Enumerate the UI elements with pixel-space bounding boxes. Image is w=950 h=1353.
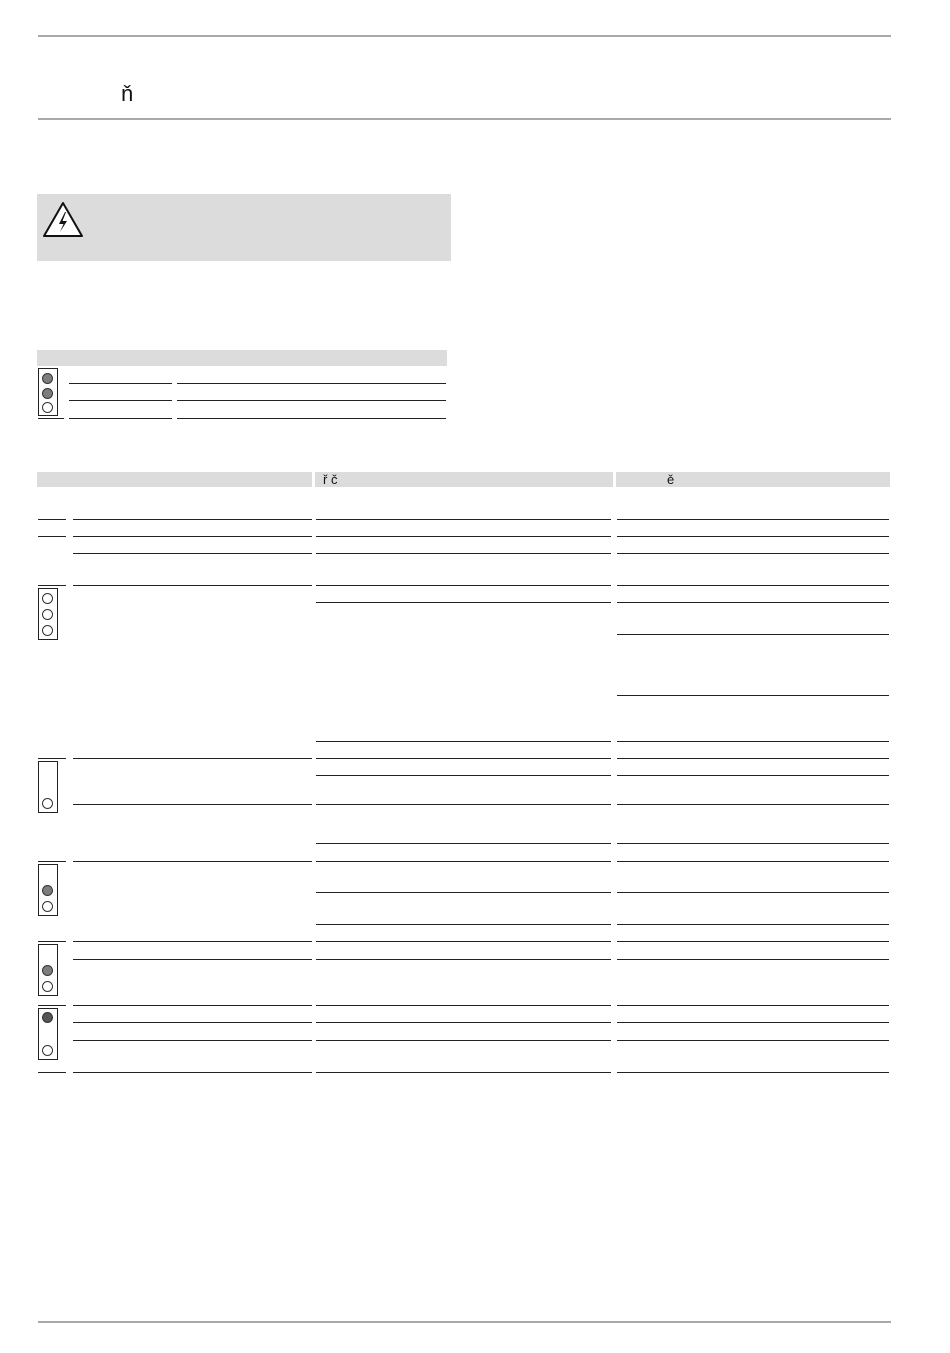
table-rule (38, 519, 66, 520)
legend-led-3 (42, 402, 53, 413)
table-rule (316, 602, 611, 603)
legend-row-rule (69, 383, 172, 384)
table-rule (316, 941, 611, 942)
led-panel-mid-on-2 (38, 944, 58, 996)
led-indicator (42, 1012, 53, 1023)
legend-row-rule (177, 418, 446, 419)
table-rule (617, 695, 889, 696)
table-header-col-3 (616, 472, 890, 487)
table-rule (73, 585, 312, 586)
table-rule (38, 585, 66, 586)
led-indicator (42, 609, 53, 620)
table-rule (73, 758, 312, 759)
table-rule (316, 861, 611, 862)
table-rule (316, 892, 611, 893)
page-title: ň (121, 81, 134, 106)
table-rule (617, 585, 889, 586)
table-header-col-2 (315, 472, 613, 487)
table-rule (316, 758, 611, 759)
led-indicator (42, 625, 53, 636)
table-rule (617, 924, 889, 925)
led-indicator (42, 965, 53, 976)
legend-led-1 (42, 373, 53, 384)
table-rule (316, 519, 611, 520)
high-voltage-warning-icon (41, 200, 85, 240)
led-indicator (42, 593, 53, 604)
legend-row-rule (177, 383, 446, 384)
table-rule (617, 843, 889, 844)
table-rule (316, 1072, 611, 1073)
table-rule (73, 861, 312, 862)
table-rule (316, 775, 611, 776)
table-rule (316, 843, 611, 844)
table-rule (617, 758, 889, 759)
table-rule (73, 1022, 312, 1023)
table-rule (316, 536, 611, 537)
table-rule (617, 861, 889, 862)
legend-led-panel (38, 368, 58, 416)
table-rule (316, 804, 611, 805)
table-rule (617, 804, 889, 805)
led-indicator (42, 981, 53, 992)
led-indicator (42, 885, 53, 896)
table-rule (617, 1005, 889, 1006)
led-panel-all-off (38, 588, 58, 640)
table-rule (73, 1005, 312, 1006)
led-indicator (42, 798, 53, 809)
table-rule (38, 1005, 66, 1006)
legend-row-rule (177, 400, 446, 401)
legend-row-rule (69, 418, 172, 419)
table-rule (617, 959, 889, 960)
table-rule (316, 1005, 611, 1006)
table-rule (73, 1040, 312, 1041)
header-bottom-rule (38, 118, 891, 120)
table-rule (316, 959, 611, 960)
table-rule (617, 1072, 889, 1073)
table-header-col-1 (37, 472, 312, 487)
table-rule (617, 602, 889, 603)
table-rule (38, 758, 66, 759)
table-rule (73, 519, 312, 520)
top-rule (38, 35, 891, 37)
led-panel-bottom-off (38, 761, 58, 813)
table-rule (73, 536, 312, 537)
led-indicator (42, 901, 53, 912)
table-rule (38, 861, 66, 862)
table-rule (38, 941, 66, 942)
table-rule (617, 553, 889, 554)
table-rule (73, 553, 312, 554)
table-rule (617, 634, 889, 635)
table-rule (617, 741, 889, 742)
led-panel-top-dark (38, 1008, 58, 1060)
table-rule (316, 553, 611, 554)
table-rule (316, 924, 611, 925)
table-rule (316, 1022, 611, 1023)
table-rule (316, 585, 611, 586)
table-header-label: ě (667, 472, 675, 487)
table-rule (73, 1072, 312, 1073)
table-rule (617, 519, 889, 520)
table-rule (617, 892, 889, 893)
legend-header-bar (37, 350, 447, 366)
table-rule (38, 536, 66, 537)
table-rule (73, 804, 312, 805)
legend-led-2 (42, 388, 53, 399)
legend-row-rule (69, 400, 172, 401)
table-rule (617, 775, 889, 776)
led-indicator (42, 1045, 53, 1056)
warning-box (37, 194, 451, 261)
table-rule (316, 1040, 611, 1041)
table-rule (617, 1040, 889, 1041)
table-rule (73, 941, 312, 942)
table-rule (38, 1072, 66, 1073)
table-rule (316, 741, 611, 742)
footer-rule (38, 1321, 891, 1323)
table-header-label: ř č (323, 472, 338, 487)
led-panel-mid-on (38, 864, 58, 916)
table-rule (617, 941, 889, 942)
legend-row-rule (38, 418, 64, 419)
table-rule (617, 1022, 889, 1023)
table-rule (617, 536, 889, 537)
table-rule (73, 959, 312, 960)
